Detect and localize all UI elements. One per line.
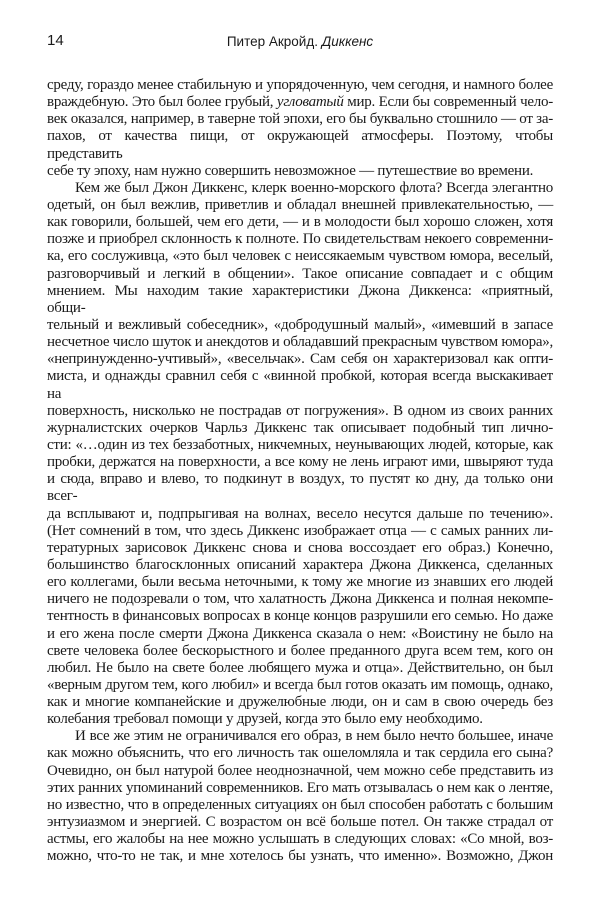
text-line: разговорчивый и легкий в общении». Такое описание совпадает и с общим bbox=[47, 265, 553, 282]
text-line: ка, его сослуживца, «это был человек с неиссякаемым чувством юмора, веселый, bbox=[47, 248, 553, 265]
text-line: как говорили, большей, чем его дети, — и в молодости был хорошо сложен, хотя bbox=[47, 214, 553, 231]
text-line: несчетное число шуток и анекдотов и обладавший прекрасным чувством юмора», bbox=[47, 334, 553, 351]
text-line: можно, что-то не так, и мне хотелось бы узнать, что именно». Возможно, Джон bbox=[47, 848, 553, 865]
text-line: энтузиазмом и энергией. С возрастом он всё больше потел. Он также страдал от bbox=[47, 814, 553, 831]
italic-emphasis: угловатый bbox=[276, 94, 344, 111]
text-line: позже и приобрел склонность к полноте. По свидетельствам некоего современни- bbox=[47, 231, 553, 248]
text-line: свете человека более бескорыстного и более преданного друга всем тем, кого он bbox=[47, 642, 553, 659]
text-line: как и многие компанейские и дружелюбные люди, он и сам в свою очередь без bbox=[47, 694, 553, 711]
text-line: ничего не подозревали о том, что халатность Джона Диккенса и полная некомпе- bbox=[47, 591, 553, 608]
text-line: Очевидно, он был натурой более неоднозначной, чем можно себе представить из bbox=[47, 762, 553, 779]
text-line: любил. Не было на свете более любящего мужа и отца». Действительно, он был bbox=[47, 659, 553, 676]
text-line: журналистских очерков Чарльз Диккенс так описывает подобный тип лично- bbox=[47, 419, 553, 436]
text-line: (Нет сомнений в том, что здесь Диккенс изображает отца — с самых ранних ли- bbox=[47, 522, 553, 539]
text-line: мнением. Мы находим такие характеристики Джона Диккенса: «приятный, общи- bbox=[47, 282, 553, 316]
text-line: тературных зарисовок Диккенс снова и снова воссоздает его образ.) Конечно, bbox=[47, 539, 553, 556]
text-line: колебания требовал помощи у друзей, когда это было ему необходимо. bbox=[47, 711, 483, 728]
text-line: астмы, его жалобы на нее можно услышать в следующих словах: «Со мной, воз- bbox=[47, 831, 553, 848]
text-line: большинство благосклонных описаний характера Джона Диккенса, сделанных bbox=[47, 556, 553, 573]
running-title bbox=[227, 33, 373, 51]
text-line: одетый, он был вежлив, приветлив и обладал внешней привлекательностью, — bbox=[47, 196, 553, 213]
text-line: тентность в финансовых вопросах в конце концов разрушили его семью. Но даже bbox=[47, 608, 553, 625]
text-line: и сюда, вправо и влево, то подкинут в воздух, то пустят ко дну, да только они всег- bbox=[47, 471, 553, 505]
text-line: тельный и вежливый собеседник», «добродушный малый», «имевший в запасе bbox=[47, 316, 553, 333]
text-line: «верным другом тем, кого любил» и всегда был готов оказать им помощь, однако, bbox=[47, 676, 553, 693]
text-line: сти: «…один из тех беззаботных, никчемных, неунывающих людей, которые, как bbox=[47, 436, 553, 453]
page-number: 14 bbox=[47, 32, 64, 49]
text-line: да всплывают и, подпрыгивая на волнах, весело несутся дальше по течению». bbox=[47, 505, 553, 522]
paragraph bbox=[47, 728, 553, 865]
running-title-author: Питер Акройд. bbox=[226, 34, 318, 49]
text-line bbox=[47, 94, 553, 111]
text-line: но известно, что в определенных ситуациях он был способен работать с большим bbox=[47, 796, 553, 813]
page-body bbox=[47, 77, 553, 865]
text-line: его коллегами, были весьма неточными, к тому же многие из знавших его людей bbox=[47, 574, 553, 591]
text-line: пахов, от качества пищи, от окружающей атмосферы. Поэтому, чтобы представить bbox=[47, 128, 553, 162]
text-line: пробки, держатся на поверхности, а все кому не лень играют ими, швыряют туда bbox=[47, 454, 553, 471]
text-segment: мир. Если бы современный чело- bbox=[343, 94, 553, 111]
text-line: Кем же был Джон Диккенс, клерк военно-морского флота? Всегда элегантно bbox=[75, 179, 553, 196]
text-line: и его жена после смерти Джона Диккенса сказала о нем: «Воистину не было на bbox=[47, 625, 553, 642]
text-segment: враждебную. Это был более грубый, bbox=[47, 94, 277, 111]
text-line: этих ранних упоминаний современников. Его мать отзывалась о нем как о лентяе, bbox=[47, 779, 553, 796]
text-line: себе ту эпоху, нам нужно совершить невозможное — путешествие во времени. bbox=[47, 162, 534, 179]
text-line: среду, гораздо менее стабильную и упорядоченную, чем сегодня, и намного более bbox=[47, 77, 553, 93]
paragraph bbox=[47, 180, 553, 729]
text-line: миста, и однажды сравнил себя с «винной пробкой, которая всегда выскакивает на bbox=[47, 368, 553, 402]
text-line: И все же этим не ограничивался его образ, в нем было нечто большее, иначе bbox=[75, 728, 553, 745]
text-line: как можно объяснить, что его личность так ошеломляла и так сердила его сына? bbox=[47, 745, 553, 762]
running-title-book: Диккенс bbox=[321, 34, 374, 49]
text-line: поверхность, нисколько не пострадав от погружения». В одном из своих ранних bbox=[47, 402, 553, 419]
paragraph bbox=[47, 77, 553, 180]
text-line: «непринужденно-учтивый», «весельчак». Сам себя он характеризовал как опти- bbox=[47, 351, 553, 368]
text-line: век оказался, например, в таверне той эпохи, его бы буквально стошнило — от за- bbox=[47, 111, 553, 128]
